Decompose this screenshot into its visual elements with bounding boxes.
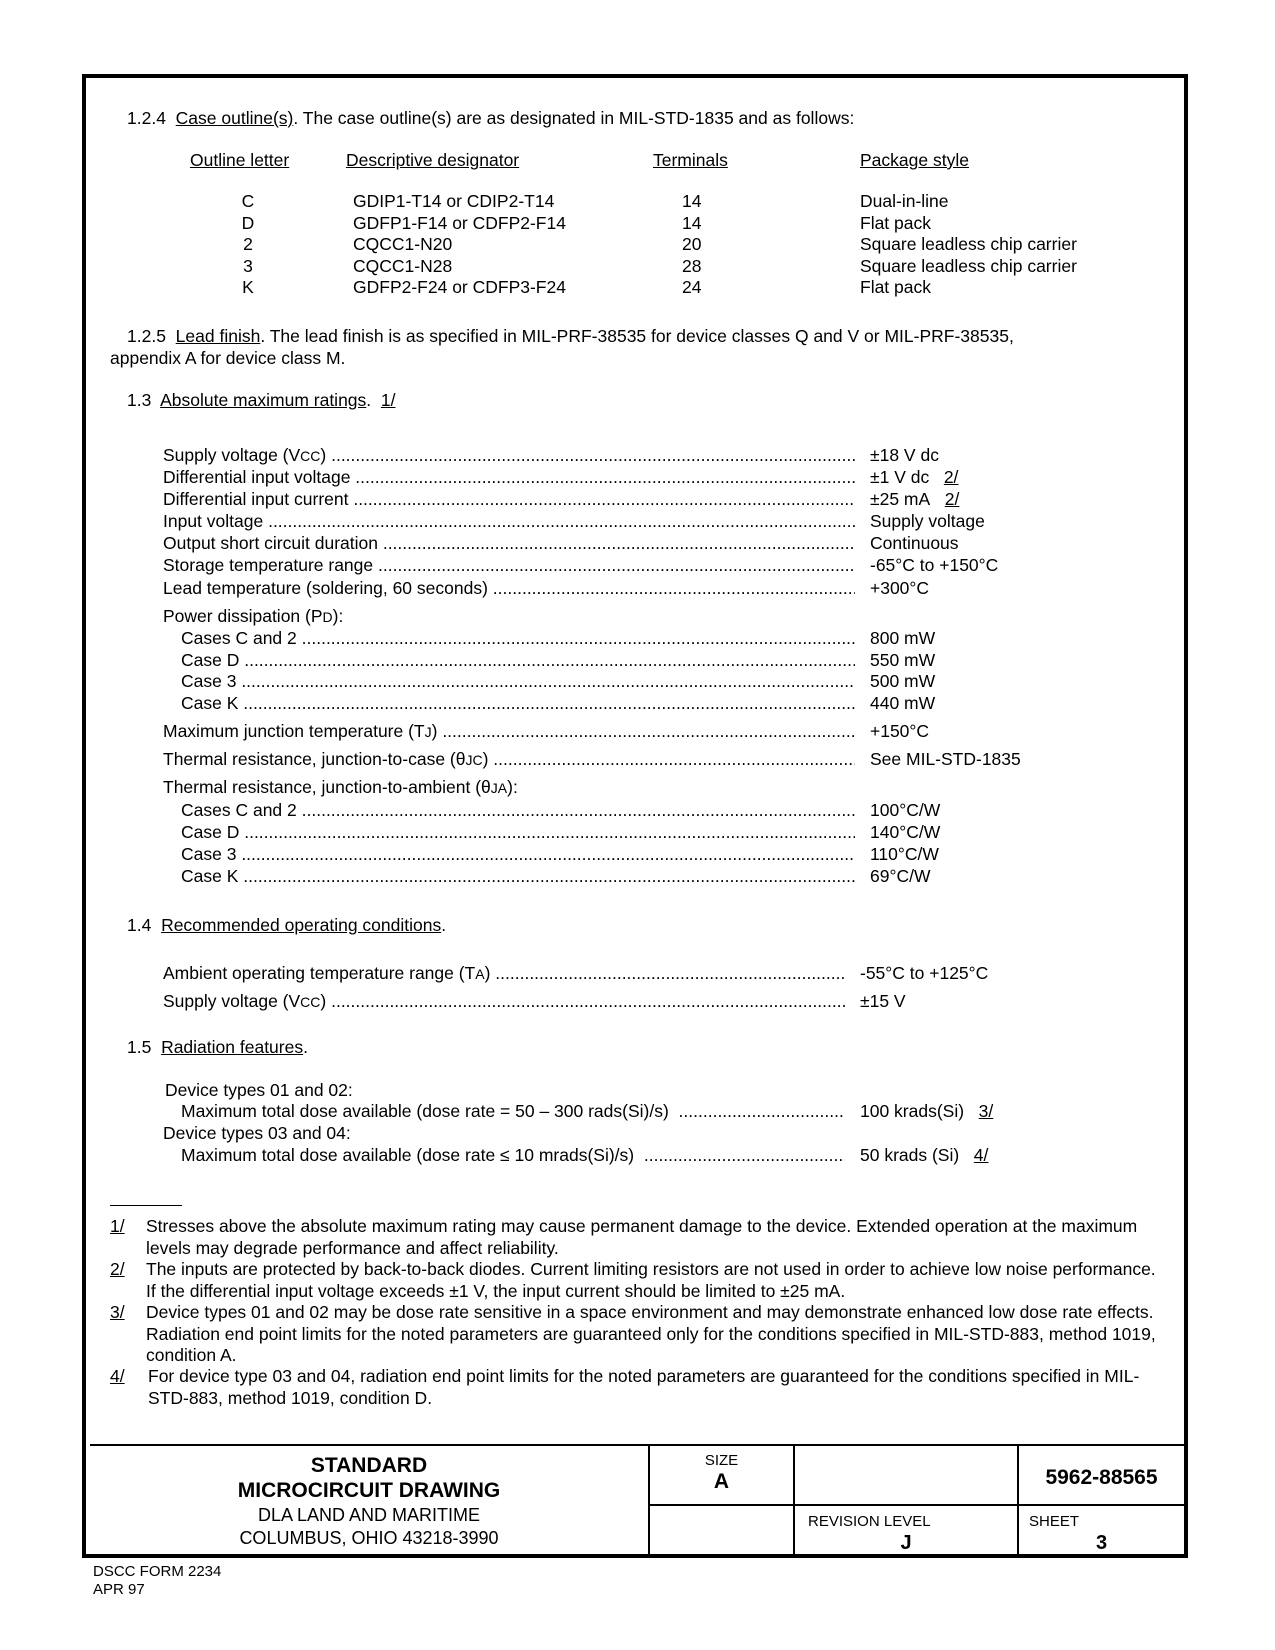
- footnote-number: 2/: [110, 1259, 125, 1279]
- rating-row-label: Case D .....: [181, 822, 855, 843]
- radiation-row-label: Maximum total dose available (dose rate ≤ 10 mrads(Si)/s) .....: [181, 1145, 845, 1166]
- col-header-descriptive-designator: Descriptive designator: [346, 150, 520, 170]
- col-package-style: [860, 191, 1077, 299]
- footnote-text: The inputs are protected by back-to-back diodes. Current limiting resistors are not used in order to achieve low noise performance. If the differential input voltage exceeds ±1 V, the input current should be limited to ±25 mA.: [146, 1259, 1156, 1301]
- table-cell: CQCC1-N20: [353, 234, 453, 254]
- section-1-2-5-line1: [127, 326, 1014, 347]
- rating-value: -65°C to +150°C: [870, 555, 999, 575]
- col-designator: [353, 191, 566, 299]
- footnote-text: Device types 01 and 02 may be dose rate sensitive in a space environment and may demonstrate enhanced low dose rate effects. Radiation end point limits for the noted parameters are guaranteed only for the conditions specified in MIL-STD-883, method 1019, condition A.: [146, 1302, 1156, 1365]
- footnote-ref: 3/: [978, 1101, 994, 1121]
- table-cell: D: [241, 212, 255, 233]
- rating-row-label: Output short circuit duration .....: [163, 533, 855, 554]
- table-cell: 28: [682, 255, 702, 276]
- radiation-group-heading: Device types 01 and 02:: [165, 1080, 353, 1100]
- section-title: Case outline(s): [175, 108, 294, 128]
- rating-row-label: Case 3 .....: [181, 671, 855, 692]
- sheet-value: 3: [1095, 1532, 1108, 1554]
- radiation-row-label: Maximum total dose available (dose rate = 50 – 300 rads(Si)/s) .....: [181, 1101, 845, 1122]
- rating-value: 440 mW: [870, 693, 936, 713]
- rating-row-label: Cases C and 2 .....: [181, 800, 855, 821]
- table-cell: 14: [682, 191, 702, 211]
- footnote-text: For device type 03 and 04, radiation end point limits for the noted parameters are guaranteed for the conditions specified in MIL-STD-883, method 1019, condition D.: [148, 1366, 1140, 1408]
- section-title: Recommended operating conditions: [161, 915, 442, 935]
- section-title: Absolute maximum ratings: [160, 390, 367, 410]
- rating-value: 110°C/W: [870, 844, 939, 864]
- section-1-5-heading: 1.5 Radiation features.: [127, 1037, 308, 1057]
- table-cell: Flat pack: [860, 277, 931, 297]
- footnote-text: Stresses above the absolute maximum rating may cause permanent damage to the device. Extended operation at the maximum levels may degrade performance and affect reliability.: [146, 1216, 1138, 1258]
- table-cell: GDIP1-T14 or CDIP2-T14: [353, 191, 555, 211]
- rating-value: 140°C/W: [870, 822, 941, 842]
- footnote-ref: 1/: [380, 390, 396, 410]
- title-block-mid-line: [648, 1504, 1184, 1506]
- condition-value: -55°C to +125°C: [860, 963, 989, 983]
- table-cell: 14: [682, 212, 702, 233]
- rating-value: ±25 mA 2/: [870, 489, 960, 509]
- col-header-package-style: Package style: [860, 150, 969, 170]
- rating-row-label: Supply voltage (VCC) .....: [163, 445, 855, 467]
- section-text: . The case outline(s) are as designated in MIL-STD-1835 and as follows:: [293, 108, 855, 128]
- size-label: SIZE: [704, 1452, 739, 1469]
- org-name: DLA LAND AND MARITIME: [257, 1505, 481, 1525]
- section-1-2-4-heading: [127, 108, 854, 129]
- sheet-label: SHEET: [1029, 1513, 1080, 1530]
- rating-row-label: Cases C and 2 .....: [181, 628, 855, 649]
- table-cell: Dual-in-line: [860, 191, 949, 211]
- col-header-terminals: Terminals: [653, 150, 728, 170]
- title-standard: STANDARD: [310, 1454, 428, 1477]
- drawing-number: 5962-88565: [1045, 1466, 1158, 1489]
- section-number: 1.5: [127, 1037, 152, 1057]
- table-cell: Square leadless chip carrier: [860, 234, 1077, 254]
- form-date: APR 97: [93, 1581, 145, 1598]
- section-number: 1.3: [127, 390, 152, 410]
- rating-row-label: Case K .....: [181, 866, 855, 887]
- rating-row-label: Storage temperature range .....: [163, 555, 855, 576]
- revision-level-value: J: [900, 1532, 912, 1554]
- rating-value: 69°C/W: [870, 866, 931, 886]
- rating-row-label: Differential input voltage .....: [163, 467, 855, 488]
- section-title: Lead finish: [175, 326, 261, 346]
- org-address: COLUMBUS, OHIO 43218-3990: [239, 1528, 499, 1548]
- rating-value: 500 mW: [870, 671, 936, 691]
- rating-row-label: Case K .....: [181, 693, 855, 714]
- footnote-number: 4/: [110, 1366, 125, 1386]
- table-cell: 20: [682, 234, 702, 254]
- rating-row-label: Input voltage .....: [163, 511, 855, 532]
- rating-row-label: Case 3 .....: [181, 844, 855, 865]
- col-header-outline-letter: Outline letter: [190, 150, 290, 170]
- section-text: . The lead finish is as specified in MIL-PRF-38535 for device classes Q and V or MIL-PRF-38535,: [260, 326, 1014, 346]
- section-number: 1.2.4: [127, 108, 166, 128]
- rating-row-label: Differential input current .....: [163, 489, 855, 510]
- section-title: Radiation features: [161, 1037, 304, 1057]
- section-1-3-heading: 1.3 Absolute maximum ratings. 1/: [127, 390, 396, 410]
- section-number: 1.2.5: [127, 326, 166, 346]
- table-cell: Square leadless chip carrier: [860, 255, 1077, 276]
- power-dissipation-heading: Power dissipation (PD):: [163, 606, 344, 626]
- table-cell: C: [241, 191, 255, 211]
- rating-value: ±18 V dc: [870, 445, 939, 465]
- table-cell: CQCC1-N28: [353, 255, 453, 276]
- rating-row-label: Case D .....: [181, 650, 855, 671]
- title-microcircuit-drawing: MICROCIRCUIT DRAWING: [237, 1479, 501, 1502]
- radiation-group-heading: Device types 03 and 04:: [163, 1123, 351, 1143]
- radiation-value: 50 krads (Si) 4/: [860, 1145, 989, 1165]
- table-cell: 3: [243, 255, 253, 276]
- section-number: 1.4: [127, 915, 152, 935]
- title-block-top-line: [90, 1444, 1184, 1446]
- footnote-ref: 4/: [973, 1145, 989, 1165]
- rating-value: Supply voltage: [870, 511, 985, 531]
- revision-level-label: REVISION LEVEL: [808, 1513, 931, 1530]
- rating-row-label: Maximum junction temperature (TJ) .....: [163, 721, 855, 743]
- rating-value: 800 mW: [870, 628, 936, 648]
- section-1-2-5-line2: appendix A for device class M.: [110, 348, 346, 368]
- radiation-value: 100 krads(Si) 3/: [860, 1101, 994, 1121]
- rating-value: 550 mW: [870, 650, 936, 670]
- table-cell: GDFP1-F14 or CDFP2-F14: [353, 212, 566, 233]
- footnote-ref: 2/: [944, 489, 960, 509]
- table-cell: 24: [682, 277, 702, 297]
- footnote-number: 1/: [110, 1216, 125, 1236]
- rating-value: Continuous: [870, 533, 959, 553]
- size-value: A: [713, 1470, 730, 1493]
- rating-value: +300°C: [870, 578, 930, 598]
- condition-row-label: Ambient operating temperature range (TA) .....: [163, 963, 845, 985]
- table-cell: K: [242, 277, 254, 297]
- table-cell: 2: [243, 234, 253, 254]
- footnote-ref: 2/: [943, 467, 959, 487]
- condition-value: ±15 V: [860, 991, 906, 1011]
- section-1-4-heading: 1.4 Recommended operating conditions.: [127, 915, 447, 935]
- condition-row-label: Supply voltage (VCC) .....: [163, 991, 845, 1013]
- table-cell: Flat pack: [860, 212, 931, 233]
- col-terminals: [682, 191, 701, 299]
- rating-row-label: Thermal resistance, junction-to-case (θJC) .....: [163, 749, 855, 771]
- thermal-ja-heading: Thermal resistance, junction-to-ambient (θJA):: [163, 777, 518, 797]
- footnote-number: 3/: [110, 1302, 125, 1322]
- col-outline-letter: [238, 191, 258, 299]
- footnote-separator: [110, 1205, 182, 1206]
- rating-value: See MIL-STD-1835: [870, 749, 1021, 769]
- rating-value: 100°C/W: [870, 800, 941, 820]
- rating-value: ±1 V dc 2/: [870, 467, 959, 487]
- form-number: DSCC FORM 2234: [93, 1563, 222, 1580]
- table-cell: GDFP2-F24 or CDFP3-F24: [353, 277, 566, 297]
- rating-row-label: Lead temperature (soldering, 60 seconds) .....: [163, 578, 855, 599]
- rating-value: +150°C: [870, 721, 930, 741]
